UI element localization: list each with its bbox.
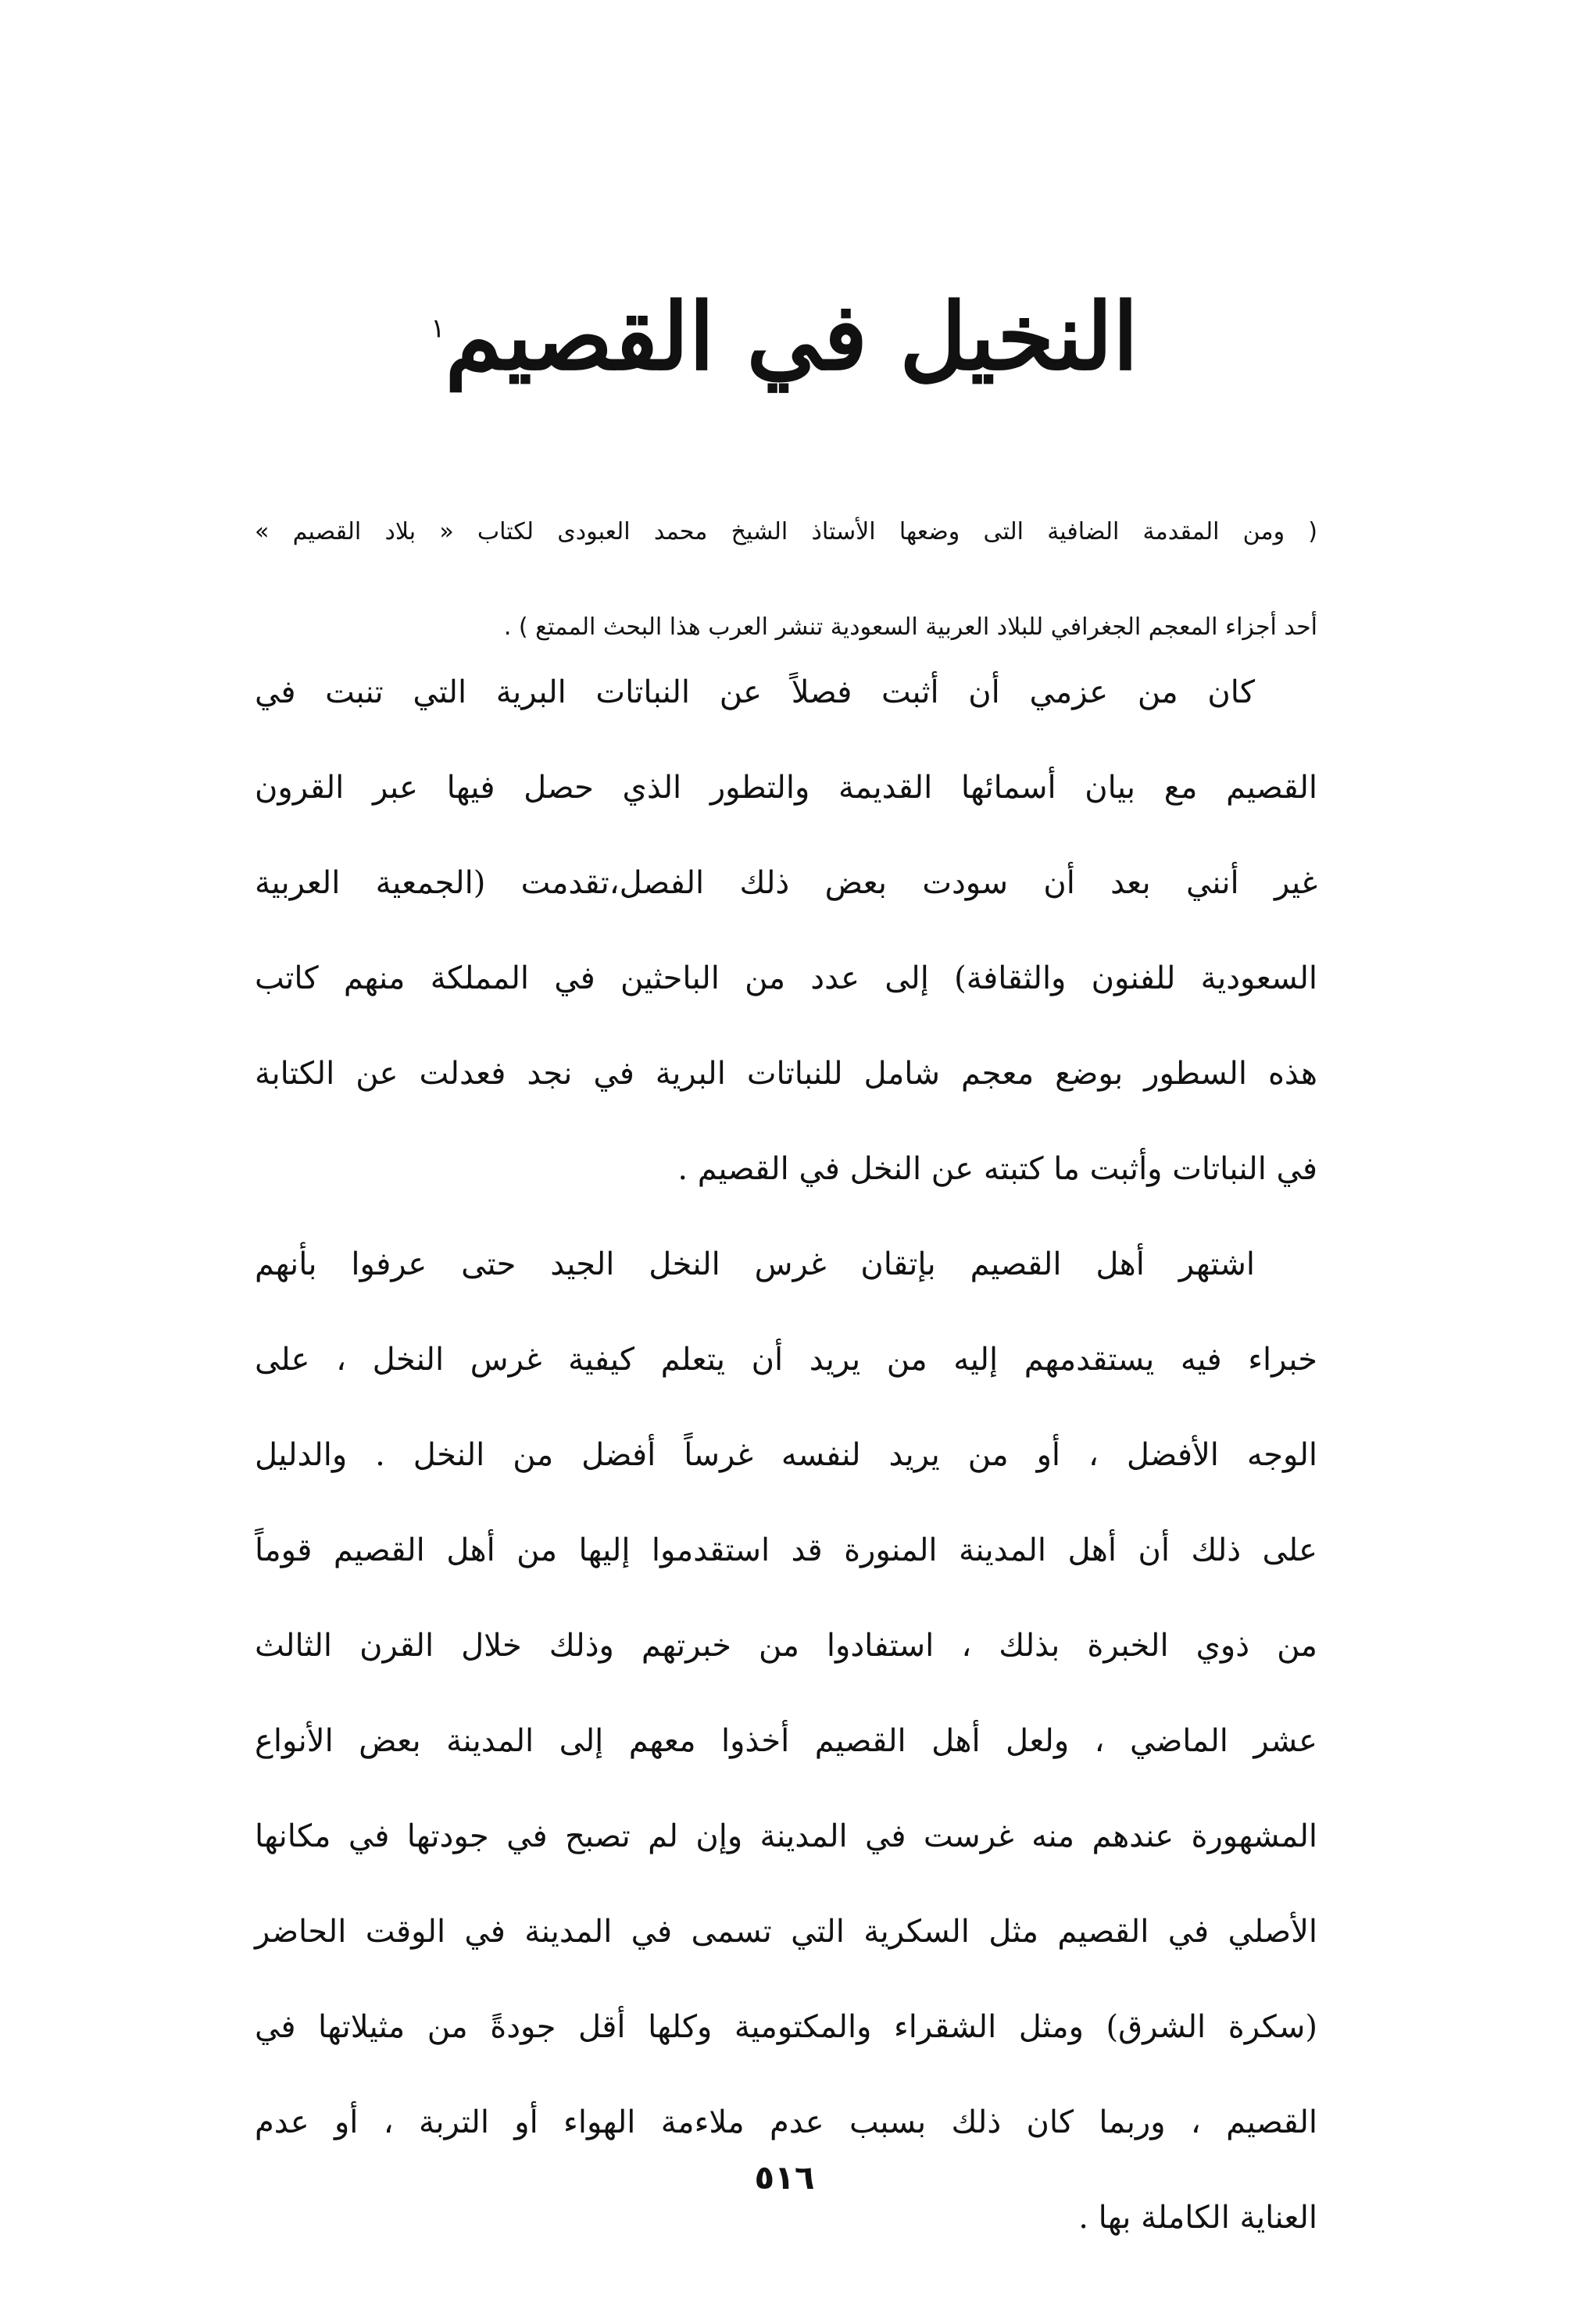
text-line: على ذلك أن أهل المدينة المنورة قد استقدموا إليها من أهل القصيم قوماً xyxy=(255,1532,1317,1568)
text-line: كان من عزمي أن أثبت فصلاً عن النباتات البرية التي تنبت في xyxy=(255,674,1255,710)
text-line: في النباتات وأثبت ما كتبته عن النخل في القصيم . xyxy=(677,1151,1317,1187)
text-line: اشتهر أهل القصيم بإتقان غرس النخل الجيد حتى عرفوا بأنهم xyxy=(255,1246,1255,1282)
text-line: القصيم ، وربما كان ذلك بسبب عدم ملاءمة الهواء أو التربة ، أو عدم xyxy=(255,2104,1317,2140)
text-line: القصيم مع بيان أسمائها القديمة والتطور الذي حصل فيها عبر القرون xyxy=(255,770,1317,806)
text-line: (سكرة الشرق) ومثل الشقراء والمكتومية وكلها أقل جودةً من مثيلاتها في xyxy=(255,2009,1317,2045)
page-number: ٥١٦ xyxy=(754,2158,815,2197)
paragraph-2 xyxy=(255,1217,1317,2265)
text-line: هذه السطور بوضع معجم شامل للنباتات البرية في نجد فعدلت عن الكتابة xyxy=(255,1056,1317,1092)
page-title xyxy=(0,281,1569,392)
paragraph-1 xyxy=(255,645,1317,1217)
intro-line: ( ومن المقدمة الضافية التى وضعها الأستاذ الشيخ محمد العبودى لكتاب « بلاد القصيم » xyxy=(255,518,1317,545)
text-line: من ذوي الخبرة بذلك ، استفادوا من خبرتهم وذلك خلال القرن الثالث xyxy=(255,1628,1317,1664)
text-line: العناية الكاملة بها . xyxy=(1078,2200,1317,2236)
text-line: عشر الماضي ، ولعل أهل القصيم أخذوا معهم إلى المدينة بعض الأنواع xyxy=(255,1723,1317,1759)
text-line: الوجه الأفضل ، أو من يريد لنفسه غرساً أفضل من النخل . والدليل xyxy=(255,1437,1317,1473)
intro-line: أحد أجزاء المعجم الجغرافي للبلاد العربية السعودية تنشر العرب هذا البحث الممتع ) . xyxy=(503,613,1317,641)
title-footnote-mark: ١ xyxy=(431,313,445,345)
text-line: المشهورة عندهم منه غرست في المدينة وإن لم تصبح في جودتها في مكانها xyxy=(255,1818,1317,1854)
text-line: خبراء فيه يستقدمهم إليه من يريد أن يتعلم كيفية غرس النخل ، على xyxy=(255,1342,1317,1378)
text-line: السعودية للفنون والثقافة) إلى عدد من الباحثين في المملكة منهم كاتب xyxy=(255,960,1317,996)
title-text: النخيل في القصيم xyxy=(445,282,1138,391)
text-line: غير أنني بعد أن سودت بعض ذلك الفصل،تقدمت (الجمعية العربية xyxy=(255,865,1317,901)
body-text xyxy=(255,645,1317,2265)
text-line: الأصلي في القصيم مثل السكرية التي تسمى في المدينة في الوقت الحاضر xyxy=(255,1914,1317,1950)
